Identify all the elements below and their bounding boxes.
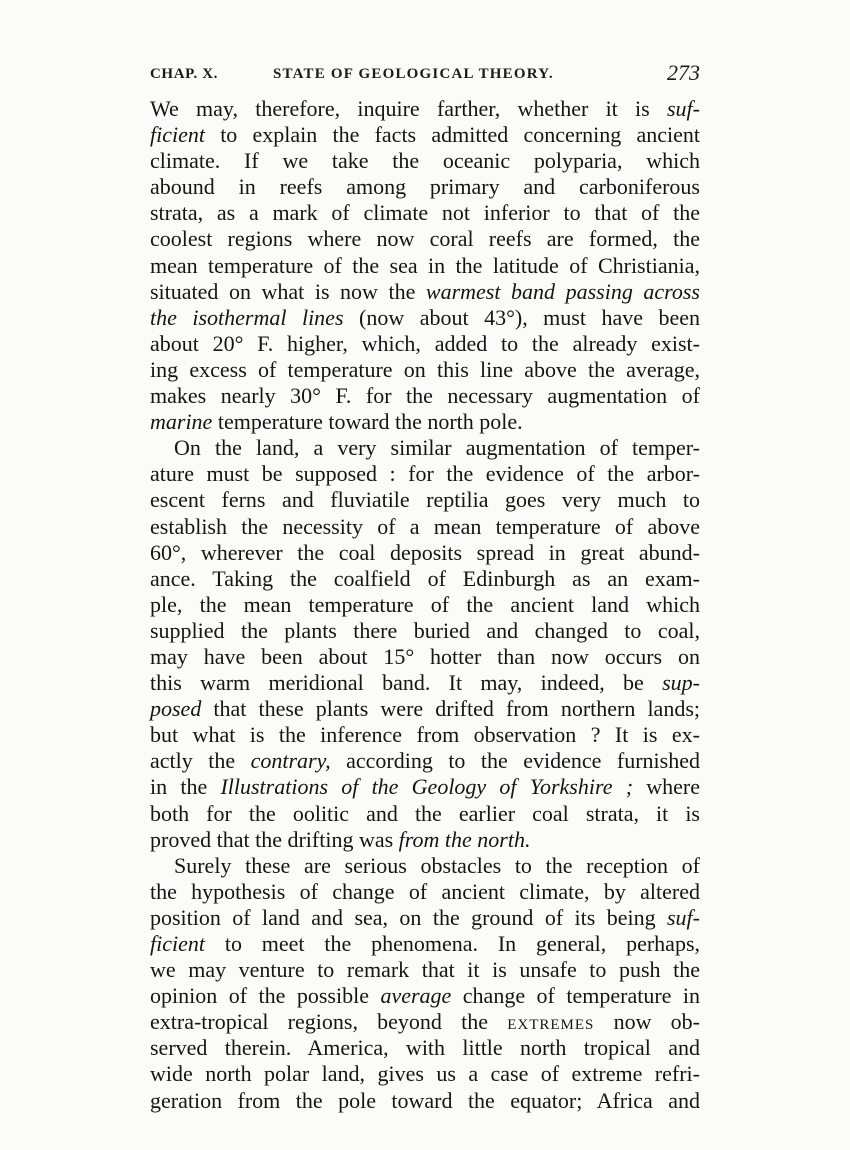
text-run: ature must be supposed : for the evidence of the arbor-: [150, 461, 700, 487]
text-line: [150, 1088, 700, 1114]
text-line: [150, 200, 700, 226]
text-line: [150, 827, 700, 853]
text-line: [150, 279, 700, 305]
text-run: geration from the pole toward the equator; Africa and: [150, 1087, 700, 1113]
text-line: [150, 566, 700, 592]
text-line: [150, 226, 700, 252]
text-run: ing excess of temperature on this line above the average,: [150, 356, 700, 382]
text-line: [150, 253, 700, 279]
text-run: proved that the drifting was: [150, 826, 399, 852]
text-line: [150, 592, 700, 618]
text-run: (now about 43°), must have been: [343, 304, 700, 330]
italic-text: sup-: [662, 670, 700, 696]
text-line: [150, 748, 700, 774]
text-line: [150, 383, 700, 409]
text-line: [150, 1009, 700, 1035]
text-line: [150, 1035, 700, 1061]
text-run: position of land and sea, on the ground of its being: [150, 904, 667, 930]
text-run: according to the evidence furnished: [330, 748, 700, 774]
italic-text: posed: [150, 696, 202, 722]
text-line: [150, 879, 700, 905]
text-run: where: [633, 774, 700, 800]
text-line: [150, 905, 700, 931]
text-run: mean temperature of the sea in the latitude of Christiania,: [150, 252, 700, 278]
text-run: situated on what is now the: [150, 278, 426, 304]
text-run: this warm meridional band. It may, indeed, be: [150, 670, 663, 696]
italic-text: warmest band passing across: [425, 278, 700, 304]
text-run: ple, the mean temperature of the ancient land which: [150, 591, 700, 617]
running-header: [150, 62, 700, 92]
text-run: to explain the facts admitted concerning ancient: [204, 122, 700, 148]
italic-text: from the north.: [398, 826, 531, 852]
text-line: [150, 696, 700, 722]
text-line: [150, 1061, 700, 1087]
italic-text: suf-: [667, 904, 700, 930]
text-run: served therein. America, with little north tropical and: [150, 1035, 700, 1061]
text-run: supplied the plants there buried and changed to coal,: [150, 617, 700, 643]
text-run: strata, as a mark of climate not inferior to that of the: [150, 200, 700, 226]
text-run: abound in reefs among primary and carboniferous: [150, 174, 700, 200]
chapter-label: CHAP. X.: [150, 66, 219, 82]
text-line: [150, 774, 700, 800]
italic-text: ficient: [150, 122, 205, 148]
running-title: STATE OF GEOLOGICAL THEORY.: [273, 66, 554, 82]
text-line: [150, 514, 700, 540]
text-line: [150, 957, 700, 983]
text-line: [150, 801, 700, 827]
text-run: change of temperature in: [451, 983, 700, 1009]
text-run: 60°, wherever the coal deposits spread in great abund-: [150, 539, 700, 565]
text-line: [150, 122, 700, 148]
text-run: the hypothesis of change of ancient climate, by altered: [150, 878, 700, 904]
text-line: [150, 722, 700, 748]
text-line: [150, 670, 700, 696]
text-run: we may venture to remark that it is unsafe to push the: [150, 957, 700, 983]
italic-text: Illustrations of the Geology of Yorkshire ;: [220, 774, 634, 800]
text-line: [150, 487, 700, 513]
page-number: 273: [667, 60, 700, 85]
text-run: extra-tropical regions, beyond the: [150, 1009, 508, 1035]
text-line: [150, 853, 700, 879]
text-run: in the: [150, 774, 221, 800]
text-line: [150, 357, 700, 383]
text-run: establish the necessity of a mean temperature of above: [150, 513, 700, 539]
text-run: actly the: [150, 748, 251, 774]
text-run: makes nearly 30° F. for the necessary augmentation of: [150, 383, 700, 409]
text-line: [150, 174, 700, 200]
text-line: [150, 331, 700, 357]
text-line: [150, 435, 700, 461]
text-line: [150, 461, 700, 487]
text-run: On the land, a very similar augmentation of temper-: [174, 435, 700, 461]
text-run: escent ferns and fluviatile reptilia goes very much to: [150, 487, 700, 513]
text-run: that these plants were drifted from northern lands;: [201, 696, 700, 722]
body-text: [150, 96, 700, 1114]
text-run: may have been about 15° hotter than now occurs on: [150, 643, 700, 669]
italic-text: marine: [150, 409, 213, 435]
text-run: about 20° F. higher, which, added to the already exist-: [150, 330, 700, 356]
italic-text: suf-: [667, 96, 700, 121]
italic-text: the isothermal lines: [150, 304, 344, 330]
text-run: now ob-: [594, 1009, 700, 1035]
text-run: climate. If we take the oceanic polyparia, which: [150, 148, 700, 174]
italic-text: ficient: [150, 931, 205, 956]
text-line: [150, 618, 700, 644]
italic-text: contrary,: [250, 748, 331, 774]
text-run: ance. Taking the coalfield of Edinburgh as an exam-: [150, 565, 700, 591]
text-run: We may, therefore, inquire farther, whether it is: [150, 96, 667, 121]
text-run: coolest regions where now coral reefs are formed, the: [150, 226, 700, 252]
text-line: [150, 305, 700, 331]
small-caps-text: extremes: [507, 1009, 595, 1035]
text-run: wide north polar land, gives us a case of extreme refri-: [150, 1061, 700, 1087]
text-run: opinion of the possible: [150, 983, 381, 1009]
text-run: to meet the phenomena. In general, perhaps,: [204, 931, 700, 956]
text-line: [150, 409, 700, 435]
text-line: [150, 96, 700, 122]
text-run: Surely these are serious obstacles to the reception of: [174, 852, 700, 878]
text-run: but what is the inference from observation ? It is ex-: [150, 722, 700, 748]
text-line: [150, 983, 700, 1009]
text-run: both for the oolitic and the earlier coal strata, it is: [150, 800, 700, 826]
text-line: [150, 931, 700, 957]
text-line: [150, 148, 700, 174]
italic-text: average: [380, 983, 452, 1009]
text-line: [150, 540, 700, 566]
text-line: [150, 644, 700, 670]
text-run: temperature toward the north pole.: [212, 409, 523, 435]
